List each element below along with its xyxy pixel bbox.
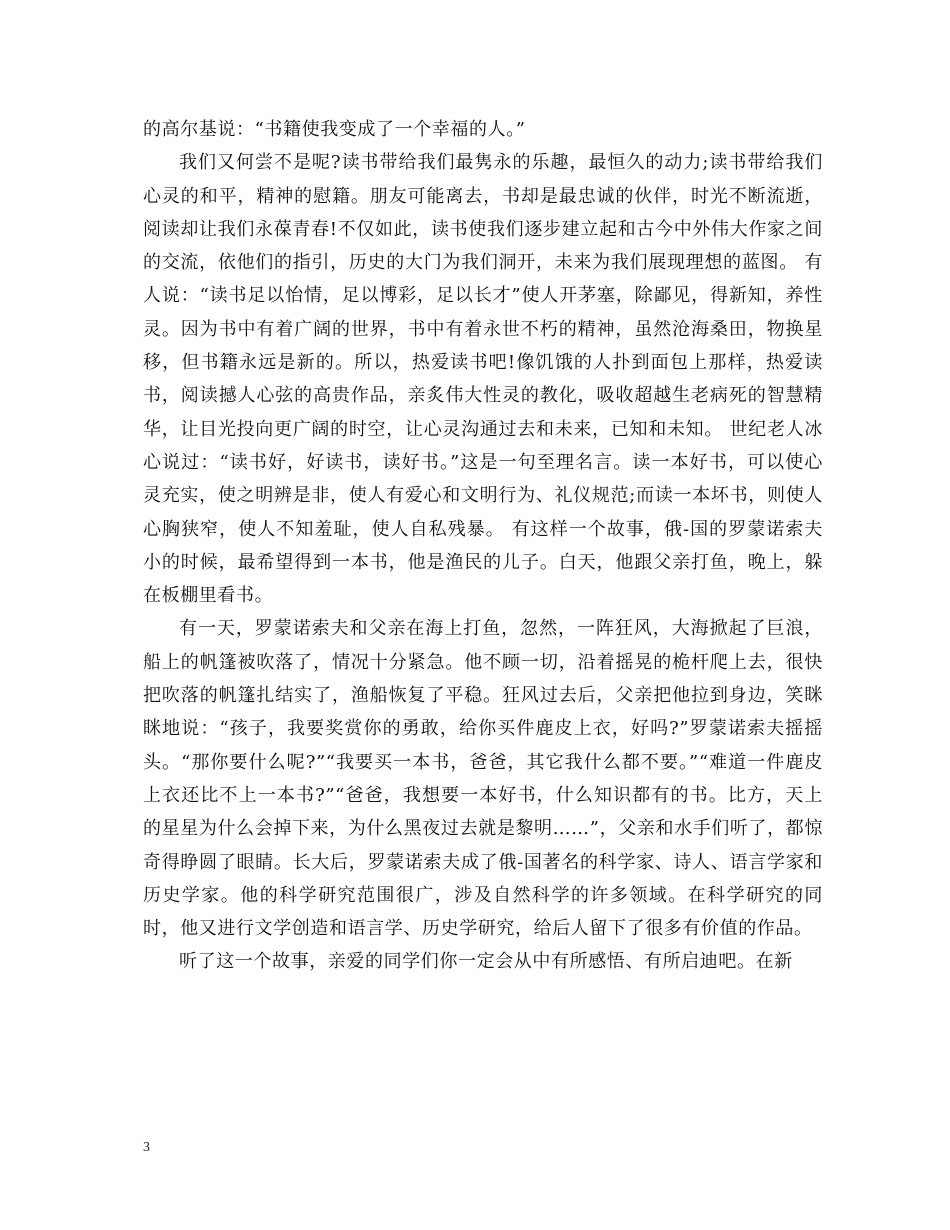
- paragraph-4: 听了这一个故事，亲爱的同学们你一定会从中有所感悟、有所启迪吧。在新: [179, 951, 793, 973]
- paragraph-2: 我们又何尝不是呢?读书带给我们最隽永的乐趣，最恒久的动力;读书带给我们心灵的和平，精神的慰籍。朋友可能离去，书却是最忠诚的伙伴，时光不断流逝，阅读却让我们永葆青春!不仅如此，读书使我们逐步建立起和古今中外伟大作家之间的交流，依他们的指引，历史的大门为我们洞开，未来为我们展现理想的蓝图。 有人说：“读书足以怡情，足以博彩，足以长才”使人开茅塞，除鄙见，得新知，养性灵。因为书中有着广阔的世界，书中有着永世不朽的精神，虽然沧海桑田，物换星移，但书籍永远是新的。所以，热爱读书吧!像饥饿的人扑到面包上那样，热爱读书，阅读撼人心弦的高贵作品，亲炙伟大性灵的教化，吸收超越生老病死的智慧精华，让目光投向更广阔的时空，让心灵沟通过去和未来，已知和未知。 世纪老人冰心说过：“读书好，好读书，读好书。”这是一句至理名言。读一本好书，可以使心灵充实，使之明辨是非，使人有爱心和文明行为、礼仪规范;而读一本坏书，则使人心胸狭窄，使人不知羞耻，使人自私残暴。 有这样一个故事，俄-国的罗蒙诺索夫小的时候，最希望得到一本书，他是渔民的儿子。白天，他跟父亲打鱼，晚上，躲在板棚里看书。: [143, 152, 823, 607]
- document-body: [143, 113, 823, 979]
- paragraph-1: 的高尔基说：“书籍使我变成了一个幸福的人。”: [143, 119, 526, 140]
- paragraph-3: 有一天，罗蒙诺索夫和父亲在海上打鱼，忽然，一阵狂风，大海掀起了巨浪，船上的帆篷被吹落了，情况十分紧急。他不顾一切，沿着摇晃的桅杆爬上去，很快把吹落的帆篷扎结实了，渔船恢复了平稳。狂风过去后，父亲把他拉到身边，笑眯眯地说：“孩子，我要奖赏你的勇敢，给你买件鹿皮上衣，好吗?”罗蒙诺索夫摇摇头。“那你要什么呢?”“我要买一本书，爸爸，其它我什么都不要。”“难道一件鹿皮上衣还比不上一本书?”“爸爸，我想要一本好书，什么知识都有的书。比方，天上的星星为什么会掉下来，为什么黑夜过去就是黎明……”，父亲和水手们听了，都惊奇得睁圆了眼睛。长大后，罗蒙诺索夫成了俄-国著名的科学家、诗人、语言学家和历史学家。他的科学研究范围很广，涉及自然科学的许多领域。在科学研究的同时，他又进行文学创造和语言学、历史学研究，给后人留下了很多有价值的作品。: [143, 618, 823, 940]
- page-number: 3: [143, 1140, 150, 1155]
